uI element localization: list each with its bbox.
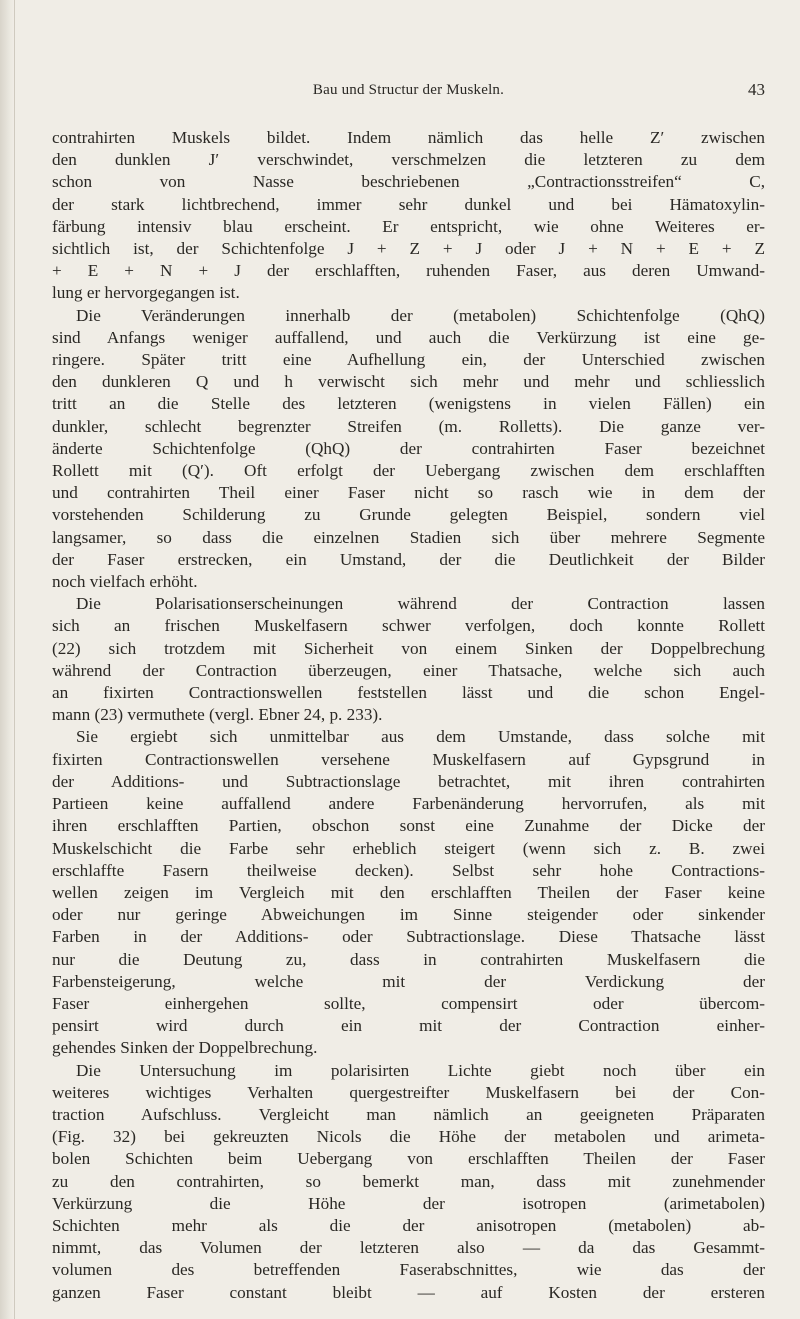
text-line: Schichten mehr als die der anisotropen (metabolen) ab-: [52, 1215, 765, 1235]
text-line: schon von Nasse beschriebenen „Contractionsstreifen“ C,: [52, 172, 765, 192]
text-line: der stark lichtbrechend, immer sehr dunkel und bei Hämatoxylin-: [52, 194, 765, 214]
text-line: contrahirten Muskels bildet. Indem nämlich das helle Z′ zwischen: [52, 128, 765, 147]
text-line: oder nur geringe Abweichungen im Sinne steigender oder sinkender: [52, 905, 765, 925]
text-line: ringere. Später tritt eine Aufhellung ein, der Unterschied zwischen: [52, 350, 765, 370]
text-line: Sie ergiebt sich unmittelbar aus dem Umstande, dass solche mit: [76, 727, 765, 747]
text-line: lung er hervorgegangen ist.: [52, 283, 240, 303]
page-number: 43: [748, 80, 765, 99]
text-line: änderte Schichtenfolge (QhQ) der contrahirten Faser bezeichnet: [52, 438, 765, 458]
text-line: den dunklen J′ verschwindet, verschmelzen die letzteren zu dem: [52, 150, 765, 170]
text-line: langsamer, so dass die einzelnen Stadien sich über mehrere Segmente: [52, 527, 765, 547]
text-line: ihren erschlafften Partien, obschon sonst eine Zunahme der Dicke der: [52, 816, 765, 836]
body-text: [52, 127, 765, 1304]
text-line: sich an frischen Muskelfasern schwer verfolgen, doch konnte Rollett: [52, 616, 765, 636]
text-line: Rollett mit (Q′). Oft erfolgt der Uebergang zwischen dem erschlafften: [52, 461, 765, 481]
text-line: Die Polarisationserscheinungen während der Contraction lassen: [76, 594, 765, 614]
text-line: Partieen keine auffallend andere Farbenänderung hervorrufen, als mit: [52, 794, 765, 814]
text-line: wellen zeigen im Vergleich mit den erschlafften Theilen der Faser keine: [52, 882, 765, 902]
text-line: Die Veränderungen innerhalb der (metabolen) Schichtenfolge (QhQ): [76, 305, 765, 325]
text-line: nur die Deutung zu, dass in contrahirten Muskelfasern die: [52, 949, 765, 969]
text-line: vorstehenden Schilderung zu Grunde gelegten Beispiel, sondern viel: [52, 505, 765, 525]
text-line: mann (23) vermuthete (vergl. Ebner 24, p. 233).: [52, 705, 383, 725]
text-line: erschlaffte Fasern theilweise decken). Selbst sehr hohe Contractions-: [52, 860, 765, 880]
text-line: tritt an die Stelle des letzteren (wenigstens in vielen Fällen) ein: [52, 394, 765, 414]
text-line: dunkler, schlecht begrenzter Streifen (m. Rolletts). Die ganze ver-: [52, 416, 765, 436]
text-line: weiteres wichtiges Verhalten quergestreifter Muskelfasern bei der Con-: [52, 1082, 765, 1102]
page-binding-edge: [0, 0, 15, 1319]
text-line: gehendes Sinken der Doppelbrechung.: [52, 1038, 318, 1058]
text-line: (Fig. 32) bei gekreuzten Nicols die Höhe der metabolen und arimeta-: [52, 1127, 765, 1147]
text-line: Verkürzung die Höhe der isotropen (arimetabolen): [52, 1193, 765, 1213]
text-line: färbung intensiv blau erscheint. Er entspricht, wie ohne Weiteres er-: [52, 216, 765, 236]
text-line: Muskelschicht die Farbe sehr erheblich steigert (wenn sich z. B. zwei: [52, 838, 765, 858]
text-line: bolen Schichten beim Uebergang von erschlafften Theilen der Faser: [52, 1149, 765, 1169]
text-line: an fixirten Contractionswellen feststellen lässt und die schon Engel-: [52, 683, 765, 703]
running-head: Bau und Structur der Muskeln.: [312, 82, 505, 98]
text-line: sind Anfangs weniger auffallend, und auch die Verkürzung ist eine ge-: [52, 327, 765, 347]
text-line: ganzen Faser constant bleibt — auf Kosten der ersteren: [52, 1282, 765, 1302]
text-line: sichtlich ist, der Schichtenfolge J + Z + J oder J + N + E + Z: [52, 239, 765, 259]
text-line: + E + N + J der erschlafften, ruhenden Faser, aus deren Umwand-: [52, 261, 765, 281]
text-line: fixirten Contractionswellen versehene Muskelfasern auf Gypsgrund in: [52, 749, 765, 769]
text-line: (22) sich trotzdem mit Sicherheit von einem Sinken der Doppelbrechung: [52, 638, 765, 658]
text-line: während der Contraction überzeugen, einer Thatsache, welche sich auch: [52, 660, 765, 680]
text-line: traction Aufschluss. Vergleicht man nämlich an geeigneten Präparaten: [52, 1104, 765, 1124]
text-line: noch vielfach erhöht.: [52, 572, 198, 592]
text-line: der Faser erstrecken, ein Umstand, der die Deutlichkeit der Bilder: [52, 549, 765, 569]
text-line: pensirt wird durch ein mit der Contraction einher-: [52, 1016, 765, 1036]
text-line: Farbensteigerung, welche mit der Verdickung der: [52, 971, 765, 991]
text-line: nimmt, das Volumen der letzteren also — da das Gesammt-: [52, 1238, 765, 1258]
text-line: volumen des betreffenden Faserabschnittes, wie das der: [52, 1260, 765, 1280]
text-line: Farben in der Additions- oder Subtractionslage. Diese Thatsache lässt: [52, 927, 765, 947]
text-line: Die Untersuchung im polarisirten Lichte giebt noch über ein: [76, 1060, 765, 1080]
text-line: der Additions- und Subtractionslage betrachtet, mit ihren contrahirten: [52, 771, 765, 791]
text-line: den dunkleren Q und h verwischt sich mehr und mehr und schliesslich: [52, 372, 765, 392]
text-line: und contrahirten Theil einer Faser nicht so rasch wie in dem der: [52, 483, 765, 503]
text-line: Faser einhergehen sollte, compensirt oder übercom-: [52, 993, 765, 1013]
text-line: zu den contrahirten, so bemerkt man, dass mit zunehmender: [52, 1171, 765, 1191]
page-header: [52, 80, 765, 102]
